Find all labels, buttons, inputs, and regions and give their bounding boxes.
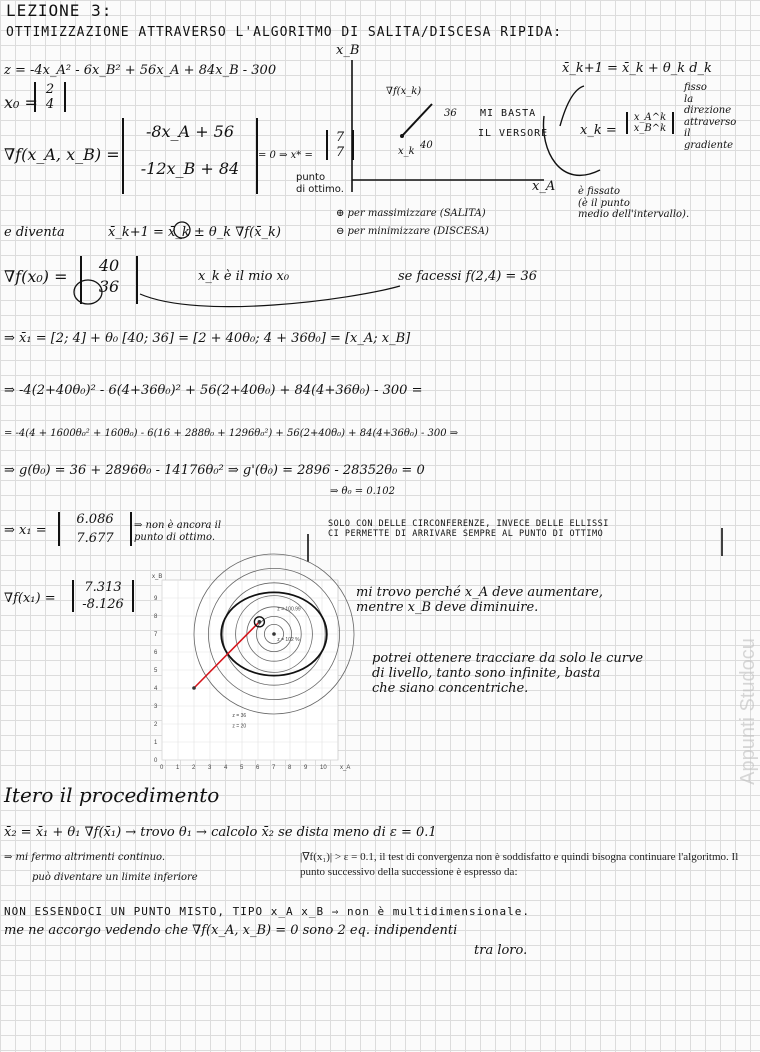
circles-note: SOLO CON DELLE CIRCONFERENZE, INVECE DELLE ELLISSI CI PERMETTE DI ARRIVARE SEMPRE AL PUNTO DI OTTIMO (328, 519, 609, 539)
chart-y-tick: 8 (154, 614, 158, 620)
substitution-line: ⇒ -4(2+40θ₀)² - 6(4+36θ₀)² + 56(2+40θ₀) + 84(4+36θ₀) - 300 = (4, 383, 423, 398)
chart-point (272, 632, 276, 636)
chart-contour-label: z = 100.99 (277, 606, 301, 613)
chart-y-tick: 3 (154, 704, 158, 710)
gradient-row-a: -8x_A + 56 (145, 122, 235, 141)
final-line-1: NON ESSENDOCI UN PUNTO MISTO, TIPO x_A x_B ⇒ non è multidimensionale. (4, 905, 530, 918)
sketch-vector-label: ∇f(x_k) (386, 86, 422, 97)
chart-y-tick: 1 (154, 740, 158, 746)
x0-value-a: 2 (45, 82, 55, 97)
chart-y-tick: 0 (154, 758, 158, 764)
update-rule-formula: x̄_k+1 = x̄_k + θ_k d_k (562, 61, 712, 76)
chart-x-tick: 7 (272, 765, 276, 771)
gradient-zero-text: = 0 ⇒ x* = (258, 150, 313, 161)
sketch-xk-point (400, 134, 404, 138)
sketch-gradient-arrow (402, 104, 432, 136)
sketch-value-40: 40 (420, 140, 433, 151)
x1-derivation: ⇒ x̄₁ = [2; 4] + θ₀ [40; 36] = [2 + 40θ₀; 4 + 36θ₀] = [x_A; x_B] (4, 331, 411, 346)
lower-bound-note: può diventare un limite inferiore (32, 872, 198, 883)
sketch-note-1: MI BASTA (480, 108, 537, 119)
chart-y-tick: 7 (154, 632, 158, 638)
chart-x-tick: 3 (208, 765, 212, 771)
chart-point (192, 686, 196, 690)
direction-note: mi trovo perché x_A deve aumentare, mentre x_B deve diminuire. (356, 585, 603, 615)
chart-point-label: z = 102 % (277, 637, 300, 644)
update-brace (560, 86, 584, 126)
optimum-value-b: 7 (335, 145, 345, 160)
iteration-step: x̄₂ = x̄₁ + θ₁ ∇f(x̄₁) → trovo θ₁ → calcolo x̄₂ se dista meno di ε = 0.1 (4, 825, 437, 840)
sketch-note-2: IL VERSORE (478, 128, 549, 139)
theta-result: ⇒ θ₀ = 0.102 (330, 486, 395, 497)
gradient-label: ∇f(x_A, x_B) = (4, 145, 120, 164)
sketch-axis-x: x_A (532, 179, 556, 194)
sketch-xk-label: x_k (398, 146, 415, 157)
chart-x-tick: 4 (224, 765, 228, 771)
final-line-3: tra loro. (474, 943, 528, 958)
xk-row-a: x_A^k (633, 112, 667, 123)
gradient-x0-value-a: 40 (98, 256, 120, 275)
gradient-row-b: -12x_B + 84 (140, 159, 240, 178)
ascent-descent-formula: x̄_k+1 = x̄_k ± θ_k ∇f(x̄_k) (108, 225, 281, 240)
plus-sign-note: ⊕ per massimizzare (SALITA) (336, 208, 486, 219)
lesson-heading: LEZIONE 3: (6, 1, 113, 20)
chart-y-tick: 5 (154, 668, 158, 674)
chart-x-label: x_A (340, 765, 351, 771)
gradient-x1-label: ∇f(x₁) = (4, 591, 56, 606)
chart-y-tick: 6 (154, 650, 158, 656)
printed-convergence-text: |∇f(x₁)| > ε = 0.1, il test di convergenza non è soddisfatto e quindi bisogna continuare l'algoritmo. Il punto successivo della successione è espresso da: (300, 851, 739, 878)
sketch-axis-y: x_B (336, 43, 360, 58)
chart-x-tick: 6 (256, 765, 260, 771)
x0-value-b: 4 (45, 97, 55, 112)
xk-is-x0-note: x_k è il mio x₀ (198, 269, 290, 284)
circled-36 (74, 280, 102, 304)
circled-plus-minus (174, 222, 190, 238)
not-optimum-note: ⇒ non è ancora il punto di ottimo. (134, 520, 222, 543)
becomes-text: e diventa (4, 225, 65, 240)
chart-x-tick: 2 (192, 765, 196, 771)
objective-function: z = -4x_A² - 6x_B² + 56x_A + 84x_B - 300 (4, 63, 277, 78)
chart-contour-label: z = 20 (232, 723, 247, 730)
page-title: OTTIMIZZAZIONE ATTRAVERSO L'ALGORITMO DI SALITA/DISCESA RIPIDA: (6, 25, 563, 40)
final-line-2: me ne accorgo vedendo che ∇f(x_A, x_B) = 0 sono 2 eq. indipendenti (4, 923, 458, 938)
g-theta-line: ⇒ g(θ₀) = 36 + 2896θ₀ - 14176θ₀² ⇒ g'(θ₀) = 2896 - 28352θ₀ = 0 (4, 463, 425, 478)
level-curves-note: potrei ottenere tracciare da solo le curve di livello, tanto sono infinite, basta che siano concentriche. (372, 651, 644, 696)
iteration-heading: Itero il procedimento (4, 783, 220, 807)
connector-curve (543, 116, 600, 175)
chart-y-tick: 2 (154, 722, 158, 728)
f-value-note: se facessi f(2,4) = 36 (398, 269, 537, 284)
gradient-x0-value-b: 36 (98, 277, 120, 296)
contour-chart (152, 554, 354, 771)
xk-connector (140, 286, 400, 307)
chart-y-label: x_B (152, 574, 163, 580)
x1-value-a: 6.086 (76, 512, 114, 527)
optimum-note: punto di ottimo. (296, 172, 344, 195)
chart-x-tick: 0 (160, 765, 164, 771)
expansion-line: = -4(4 + 1600θ₀² + 160θ₀) - 6(16 + 288θ₀ + 1296θ₀²) + 56(2+40θ₀) + 84(4+36θ₀) - 300 ⇒ (4, 428, 459, 439)
chart-y-tick: 9 (154, 596, 158, 602)
chart-x-tick: 9 (304, 765, 308, 771)
xk-row-b: x_B^k (633, 123, 667, 134)
x0-label: x₀ = (4, 93, 38, 112)
x1-value-b: 7.677 (76, 531, 114, 546)
chart-x-tick: 1 (176, 765, 180, 771)
gradient-x0-label: ∇f(x₀) = (4, 267, 68, 286)
optimum-value-a: 7 (335, 130, 345, 145)
sketch-value-36: 36 (444, 108, 457, 119)
chart-x-tick: 8 (288, 765, 292, 771)
fixed-direction-note: fisso la direzione attraverso il gradiente (684, 82, 737, 151)
minus-sign-note: ⊖ per minimizzare (DISCESA) (336, 226, 489, 237)
chart-x-tick: 10 (320, 765, 327, 771)
gradient-x1-value-b: -8.126 (82, 597, 124, 612)
xk-fixed-note: è fissato (è il punto medio dell'intervallo). (578, 186, 690, 220)
watermark: Appunti Studocu (737, 638, 760, 785)
chart-y-tick: 4 (154, 686, 158, 692)
chart-x-tick: 5 (240, 765, 244, 771)
xk-matrix-label: x_k = (580, 123, 617, 138)
chart-point (258, 620, 262, 624)
stop-condition: ⇒ mi fermo altrimenti continuo. (4, 852, 166, 863)
chart-contour-label: z = 36 (232, 712, 247, 719)
x1-label: ⇒ x₁ = (4, 523, 47, 538)
gradient-x1-value-a: 7.313 (84, 580, 122, 595)
